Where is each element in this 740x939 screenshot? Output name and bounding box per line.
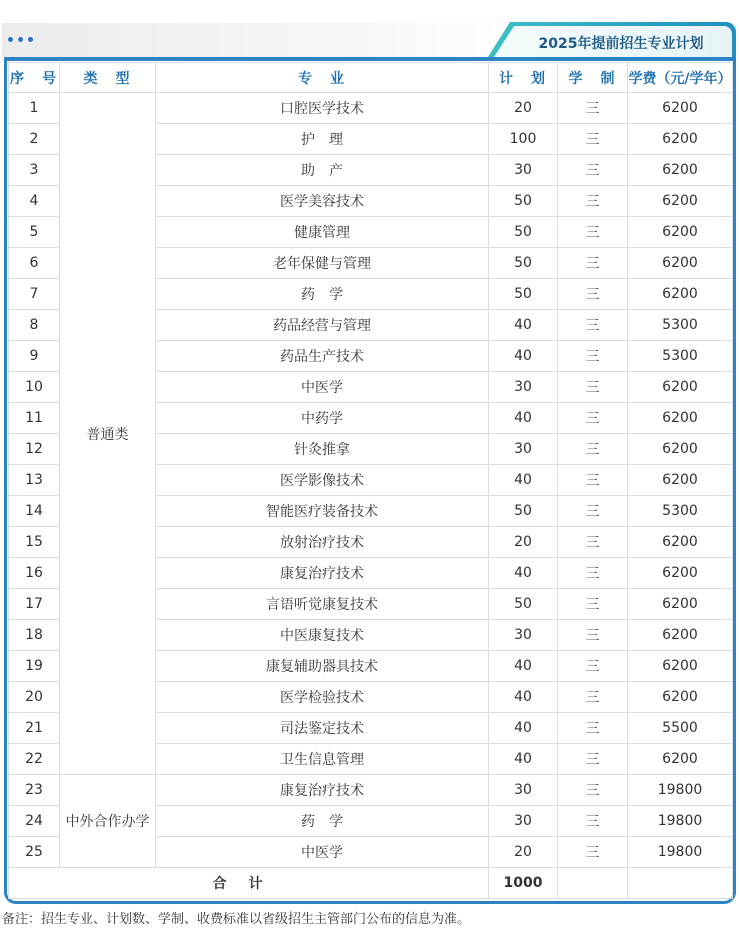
table-header-row bbox=[9, 63, 733, 93]
cell-major: 言语听觉康复技术 bbox=[156, 589, 489, 620]
enrollment-table bbox=[8, 62, 733, 899]
cell-years: 三 bbox=[558, 217, 628, 248]
more-dots-icon bbox=[8, 37, 33, 42]
cell-plan: 20 bbox=[489, 93, 558, 124]
cell-no: 17 bbox=[9, 589, 60, 620]
cell-major: 智能医疗装备技术 bbox=[156, 496, 489, 527]
cell-plan: 50 bbox=[489, 217, 558, 248]
table-row bbox=[9, 775, 733, 806]
cell-fee: 6200 bbox=[628, 186, 733, 217]
cell-years: 三 bbox=[558, 186, 628, 217]
cell-years: 三 bbox=[558, 589, 628, 620]
cell-fee: 6200 bbox=[628, 651, 733, 682]
cell-years: 三 bbox=[558, 434, 628, 465]
cell-years: 三 bbox=[558, 93, 628, 124]
cell-fee: 6200 bbox=[628, 279, 733, 310]
cell-plan: 40 bbox=[489, 341, 558, 372]
cell-plan: 40 bbox=[489, 651, 558, 682]
cell-fee: 6200 bbox=[628, 248, 733, 279]
cell-years: 三 bbox=[558, 279, 628, 310]
cell-type: 普通类 bbox=[60, 93, 156, 775]
cell-years: 三 bbox=[558, 310, 628, 341]
cell-no: 1 bbox=[9, 93, 60, 124]
cell-plan: 40 bbox=[489, 310, 558, 341]
cell-plan: 30 bbox=[489, 620, 558, 651]
cell-fee: 6200 bbox=[628, 465, 733, 496]
cell-no: 2 bbox=[9, 124, 60, 155]
cell-no: 16 bbox=[9, 558, 60, 589]
cell-no: 4 bbox=[9, 186, 60, 217]
cell-major: 康复辅助器具技术 bbox=[156, 651, 489, 682]
cell-no: 14 bbox=[9, 496, 60, 527]
cell-fee: 6200 bbox=[628, 124, 733, 155]
cell-major: 放射治疗技术 bbox=[156, 527, 489, 558]
cell-major: 药 学 bbox=[156, 806, 489, 837]
cell-plan: 30 bbox=[489, 775, 558, 806]
header-strip bbox=[2, 23, 522, 57]
cell-fee: 5300 bbox=[628, 310, 733, 341]
cell-fee: 6200 bbox=[628, 93, 733, 124]
cell-fee: 5500 bbox=[628, 713, 733, 744]
table-row bbox=[9, 93, 733, 124]
cell-no: 23 bbox=[9, 775, 60, 806]
cell-no: 11 bbox=[9, 403, 60, 434]
cell-no: 18 bbox=[9, 620, 60, 651]
cell-no: 20 bbox=[9, 682, 60, 713]
cell-major: 康复治疗技术 bbox=[156, 558, 489, 589]
cell-fee: 6200 bbox=[628, 682, 733, 713]
cell-years: 三 bbox=[558, 837, 628, 868]
cell-major: 中药学 bbox=[156, 403, 489, 434]
cell-major: 卫生信息管理 bbox=[156, 744, 489, 775]
cell-major: 药品经营与管理 bbox=[156, 310, 489, 341]
cell-no: 9 bbox=[9, 341, 60, 372]
cell-years: 三 bbox=[558, 713, 628, 744]
cell-major: 老年保健与管理 bbox=[156, 248, 489, 279]
cell-no: 21 bbox=[9, 713, 60, 744]
cell-fee: 19800 bbox=[628, 806, 733, 837]
col-header-major: 专 业 bbox=[156, 63, 489, 93]
cell-no: 13 bbox=[9, 465, 60, 496]
cell-fee: 6200 bbox=[628, 527, 733, 558]
cell-major: 中医学 bbox=[156, 372, 489, 403]
col-header-years: 学 制 bbox=[558, 63, 628, 93]
cell-no: 8 bbox=[9, 310, 60, 341]
cell-fee: 6200 bbox=[628, 155, 733, 186]
cell-plan: 30 bbox=[489, 155, 558, 186]
cell-fee: 6200 bbox=[628, 744, 733, 775]
cell-plan: 40 bbox=[489, 744, 558, 775]
cell-years: 三 bbox=[558, 744, 628, 775]
cell-plan: 40 bbox=[489, 682, 558, 713]
cell-plan: 50 bbox=[489, 186, 558, 217]
cell-major: 中医学 bbox=[156, 837, 489, 868]
col-header-fee: 学费（元/学年） bbox=[628, 63, 733, 93]
col-header-plan: 计 划 bbox=[489, 63, 558, 93]
cell-plan: 50 bbox=[489, 496, 558, 527]
cell-plan: 20 bbox=[489, 527, 558, 558]
cell-years: 三 bbox=[558, 124, 628, 155]
cell-major: 康复治疗技术 bbox=[156, 775, 489, 806]
cell-major: 司法鉴定技术 bbox=[156, 713, 489, 744]
cell-fee: 6200 bbox=[628, 372, 733, 403]
page-title: 2025年提前招生专业计划 bbox=[538, 36, 704, 52]
cell-years: 三 bbox=[558, 651, 628, 682]
cell-fee: 5300 bbox=[628, 341, 733, 372]
cell-no: 25 bbox=[9, 837, 60, 868]
cell-no: 19 bbox=[9, 651, 60, 682]
cell-years: 三 bbox=[558, 372, 628, 403]
cell-years: 三 bbox=[558, 155, 628, 186]
cell-major: 护 理 bbox=[156, 124, 489, 155]
total-label bbox=[9, 868, 489, 899]
cell-years: 三 bbox=[558, 465, 628, 496]
footnote: 备注：招生专业、计划数、学制、收费标准以省级招生主管部门公布的信息为准。 bbox=[2, 912, 471, 927]
cell-plan: 50 bbox=[489, 279, 558, 310]
cell-major: 口腔医学技术 bbox=[156, 93, 489, 124]
cell-plan: 30 bbox=[489, 372, 558, 403]
cell-plan: 40 bbox=[489, 558, 558, 589]
cell-plan: 20 bbox=[489, 837, 558, 868]
cell-no: 5 bbox=[9, 217, 60, 248]
cell-no: 7 bbox=[9, 279, 60, 310]
cell-years: 三 bbox=[558, 341, 628, 372]
cell-major: 健康管理 bbox=[156, 217, 489, 248]
cell-plan: 40 bbox=[489, 403, 558, 434]
cell-major: 医学美容技术 bbox=[156, 186, 489, 217]
cell-fee: 6200 bbox=[628, 558, 733, 589]
cell-major: 助 产 bbox=[156, 155, 489, 186]
cell-no: 10 bbox=[9, 372, 60, 403]
cell-no: 24 bbox=[9, 806, 60, 837]
cell-years: 三 bbox=[558, 682, 628, 713]
cell-plan: 50 bbox=[489, 248, 558, 279]
cell-no: 3 bbox=[9, 155, 60, 186]
cell-years: 三 bbox=[558, 248, 628, 279]
cell-major: 中医康复技术 bbox=[156, 620, 489, 651]
cell-years: 三 bbox=[558, 403, 628, 434]
cell-no: 6 bbox=[9, 248, 60, 279]
cell-plan: 40 bbox=[489, 713, 558, 744]
cell-years: 三 bbox=[558, 806, 628, 837]
cell-major: 药 学 bbox=[156, 279, 489, 310]
total-fee-empty bbox=[628, 868, 733, 899]
cell-plan: 50 bbox=[489, 589, 558, 620]
cell-no: 22 bbox=[9, 744, 60, 775]
cell-years: 三 bbox=[558, 558, 628, 589]
cell-years: 三 bbox=[558, 775, 628, 806]
cell-major: 药品生产技术 bbox=[156, 341, 489, 372]
total-plan: 1000 bbox=[489, 868, 558, 899]
cell-years: 三 bbox=[558, 527, 628, 558]
cell-plan: 40 bbox=[489, 465, 558, 496]
cell-fee: 6200 bbox=[628, 217, 733, 248]
cell-fee: 6200 bbox=[628, 403, 733, 434]
cell-major: 医学影像技术 bbox=[156, 465, 489, 496]
cell-fee: 19800 bbox=[628, 775, 733, 806]
cell-fee: 5300 bbox=[628, 496, 733, 527]
total-label-text: 合计 bbox=[212, 876, 285, 892]
cell-fee: 6200 bbox=[628, 589, 733, 620]
cell-fee: 6200 bbox=[628, 620, 733, 651]
cell-years: 三 bbox=[558, 496, 628, 527]
cell-years: 三 bbox=[558, 620, 628, 651]
cell-no: 12 bbox=[9, 434, 60, 465]
cell-plan: 30 bbox=[489, 806, 558, 837]
cell-major: 针灸推拿 bbox=[156, 434, 489, 465]
total-years-empty bbox=[558, 868, 628, 899]
cell-fee: 19800 bbox=[628, 837, 733, 868]
cell-no: 15 bbox=[9, 527, 60, 558]
col-header-type: 类 型 bbox=[60, 63, 156, 93]
cell-plan: 30 bbox=[489, 434, 558, 465]
cell-plan: 100 bbox=[489, 124, 558, 155]
cell-major: 医学检验技术 bbox=[156, 682, 489, 713]
cell-type: 中外合作办学 bbox=[60, 775, 156, 868]
cell-fee: 6200 bbox=[628, 434, 733, 465]
col-header-no: 序 号 bbox=[9, 63, 60, 93]
total-row bbox=[9, 868, 733, 899]
